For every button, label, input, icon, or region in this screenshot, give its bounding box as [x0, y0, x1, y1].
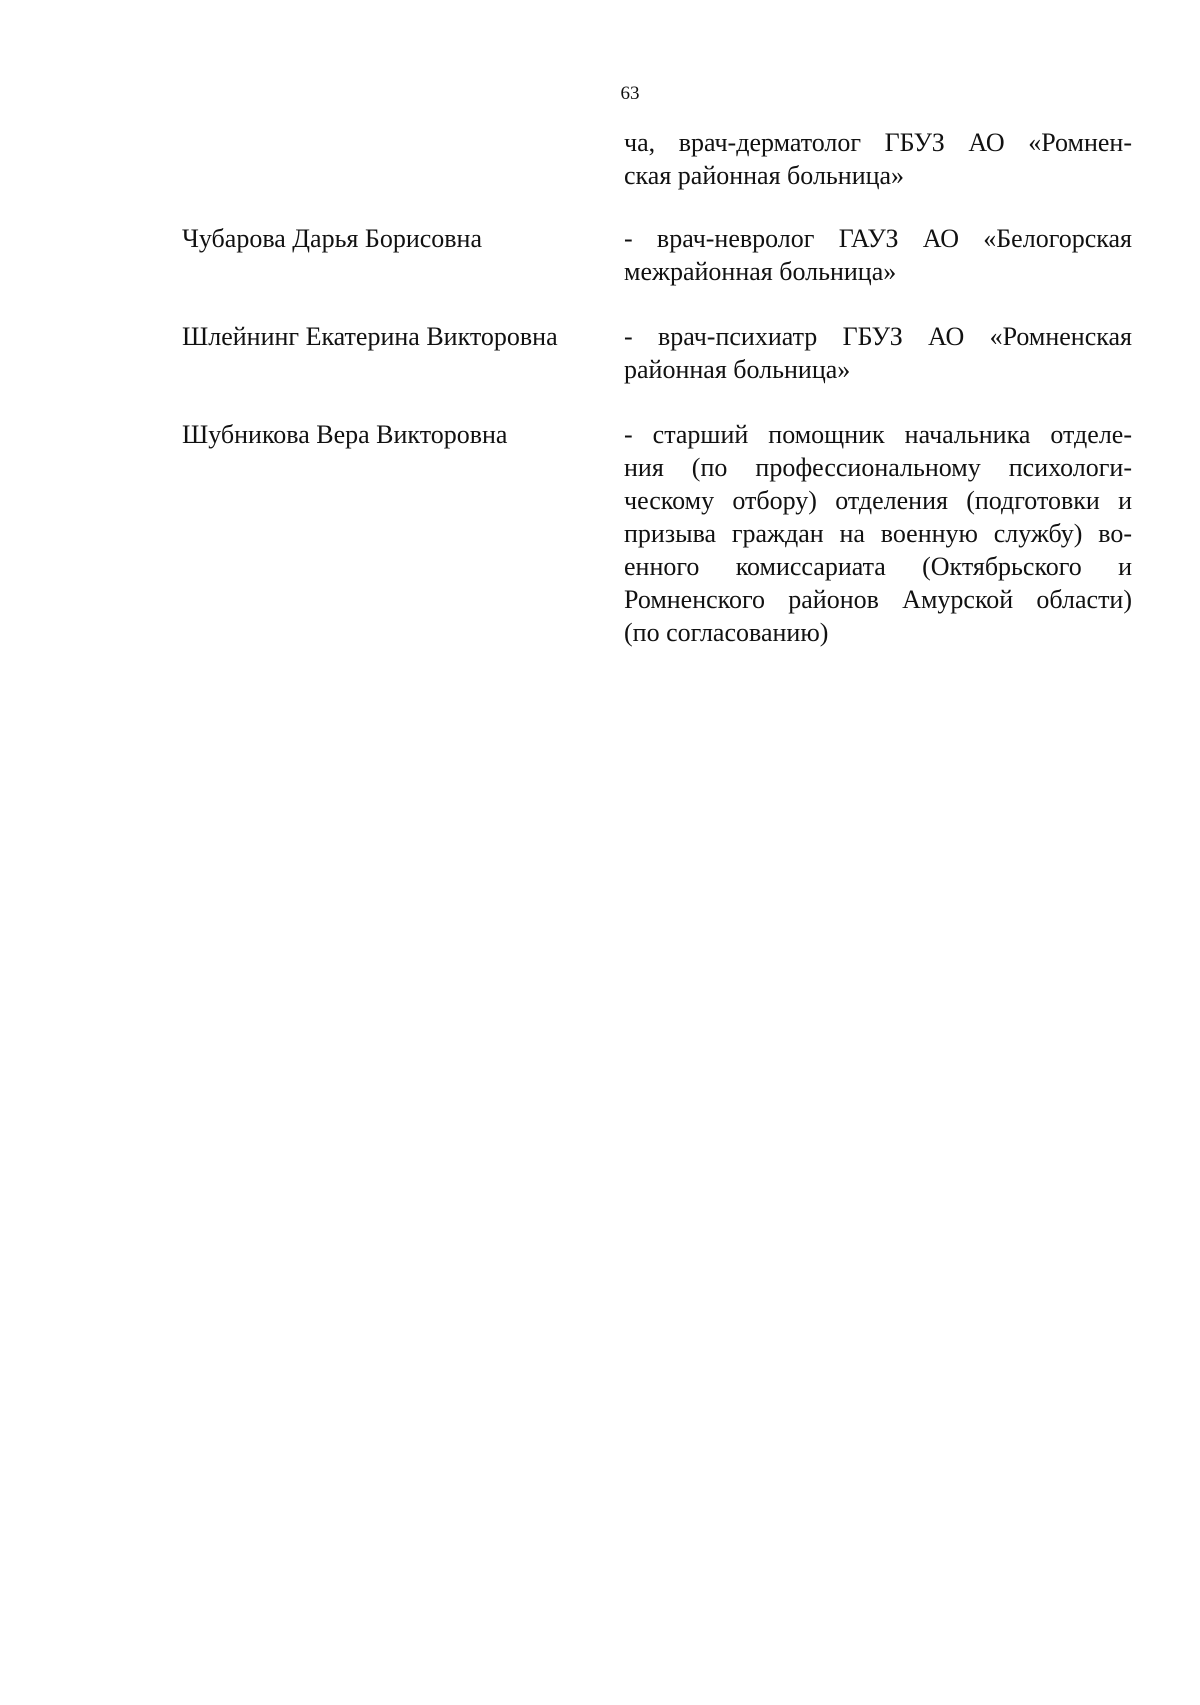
- description-line: енного комиссариата (Октябрьского и: [624, 552, 1132, 581]
- continuation-description: [624, 126, 1132, 192]
- member-description: [624, 418, 1132, 649]
- description-line: - старший помощник начальника отделе-: [624, 420, 1132, 449]
- member-description: [624, 222, 1132, 288]
- member-name: Шлейнинг Екатерина Викторовна: [182, 322, 558, 351]
- description-line: (по согласованию): [624, 618, 829, 647]
- description-line: Ромненского районов Амурской области): [624, 585, 1132, 614]
- description-line: межрайонная больница»: [624, 257, 897, 286]
- page-number: 63: [620, 83, 640, 104]
- member-name: Шубникова Вера Викторовна: [182, 420, 508, 449]
- description-line: - врач-психиатр ГБУЗ АО «Ромненская: [624, 322, 1132, 351]
- description-line: ча, врач-дерматолог ГБУЗ АО «Ромнен-: [624, 128, 1132, 157]
- description-line: ская районная больница»: [624, 161, 905, 190]
- member-description: [624, 320, 1132, 386]
- description-line: районная больница»: [624, 355, 851, 384]
- description-line: - врач-невролог ГАУЗ АО «Белогорская: [624, 224, 1132, 253]
- description-line: призыва граждан на военную службу) во-: [624, 519, 1132, 548]
- description-line: ния (по профессиональному психологи-: [624, 453, 1132, 482]
- member-name: Чубарова Дарья Борисовна: [182, 224, 483, 253]
- description-line: ческому отбору) отделения (подготовки и: [624, 486, 1132, 515]
